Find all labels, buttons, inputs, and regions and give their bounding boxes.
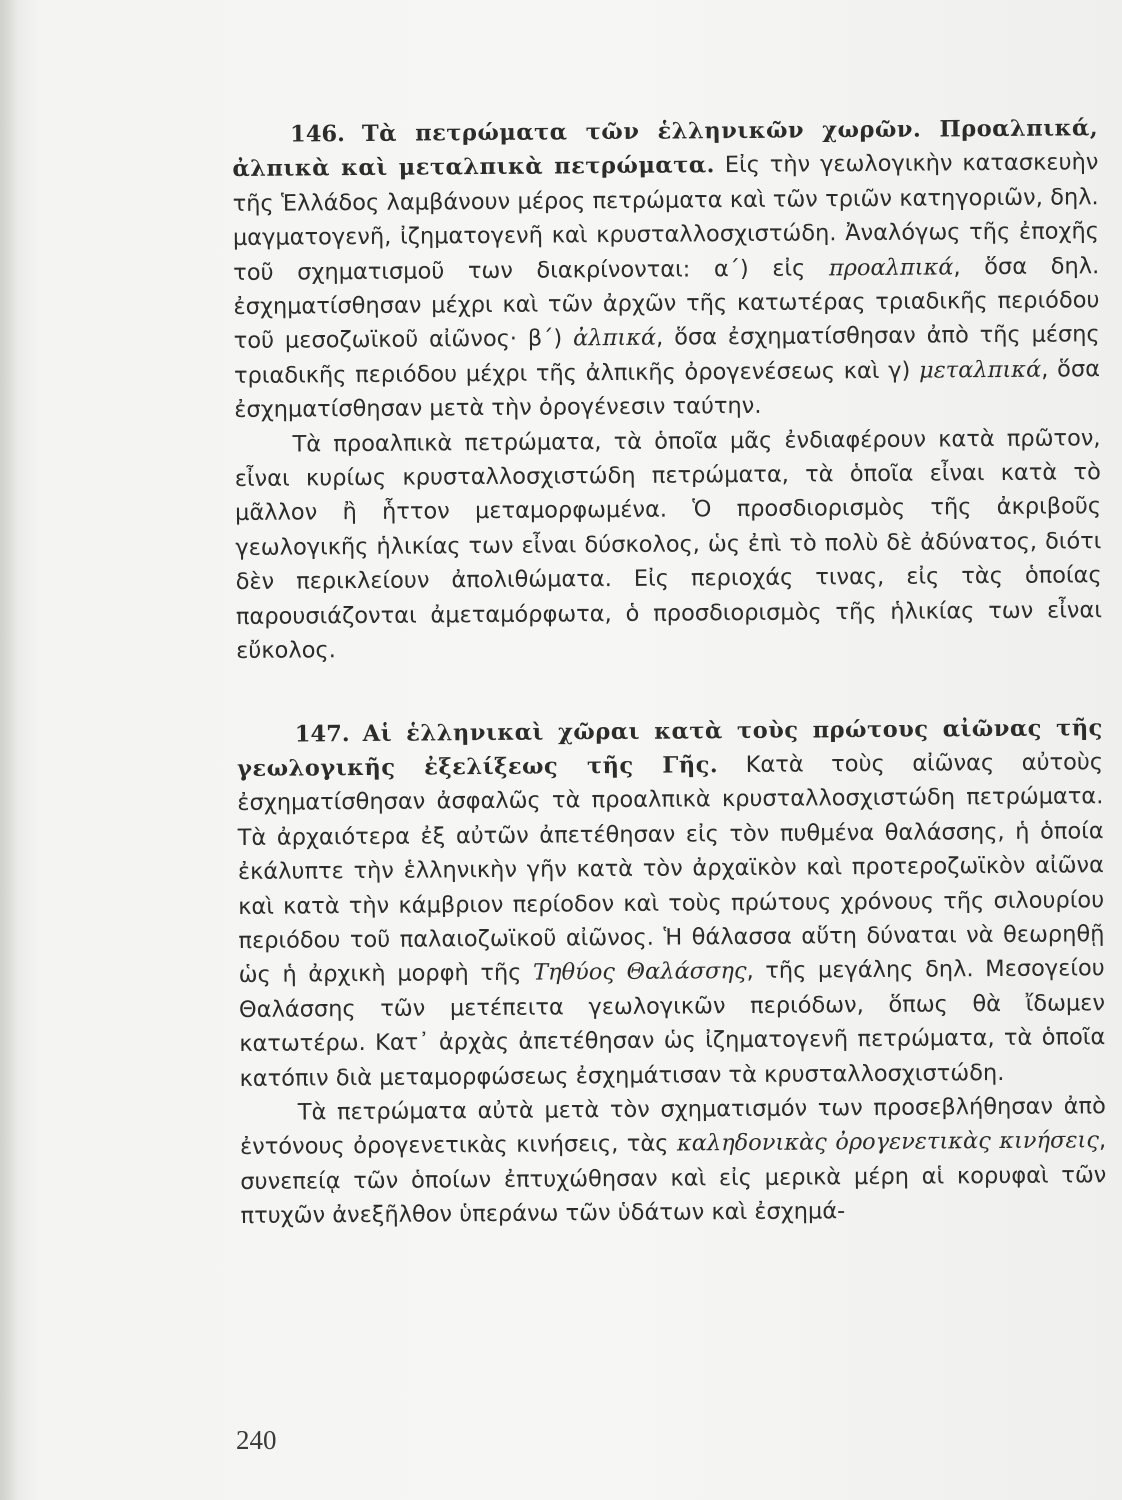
section-147-number: 147. [294, 720, 350, 748]
section-146-text-b: , ὅσα δηλ. ἐσχηματίσθησαν μέχρι καὶ τῶν ἀρχῶν τῆς κατωτέρας τριαδικῆς περιόδου τοῦ μεσοζωϊκοῦ αἰῶνος· β΄) [233, 252, 1100, 355]
page-number: 240 [236, 1425, 277, 1455]
section-146-text-d: , ὅσα ἐσχηματίσθησαν μετὰ τὴν ὀρογένεσιν ταύτην. [234, 356, 1101, 424]
section-147-p2-text-b: , συνεπείᾳ τῶν ὁποίων ἐπτυχώθησαν καὶ εἰς μερικὰ μέρη αἱ κορυφαὶ τῶν πτυχῶν ἀνεξῆλθον ὑπεράνω τῶν ὑδάτων καὶ ἐσχημά- [240, 1127, 1107, 1230]
section-146-text-a: Εἰς τὴν γεωλογικὴν κατασκευὴν τῆς Ἑλλάδος λαμβάνουν μέρος πετρώματα καὶ τῶν τριῶν κατηγοριῶν, δηλ. μαγματογενῆ, ἰζηματογενῆ καὶ κρυσταλλοσχιστώδη. Ἀναλόγως τῆς ἐποχῆς τοῦ σχηματισμοῦ των διακρίνονται: α΄) εἰς [232, 149, 1100, 286]
section-146-number: 146. [290, 121, 346, 148]
term-caledonian-movements: καληδονικὰς ὀρογενετικὰς κινήσεις [676, 1127, 1100, 1157]
section-146-title: Τὰ πετρώματα τῶν ἑλληνικῶν χωρῶν. Προαλπικά, ἀλπικὰ καὶ μεταλπικὰ πετρώματα. [232, 115, 1099, 183]
section-147-paragraph [237, 711, 1106, 1096]
term-alpika: ἀλπικά [573, 325, 657, 352]
term-metalpika: μεταλπικά [918, 356, 1042, 384]
term-proalpika: προαλπικά [828, 253, 954, 281]
body-text [232, 111, 1107, 1233]
term-tethys-sea: Τηθύος Θαλάσσης [532, 958, 747, 987]
section-146-text-c: , ὅσα ἐσχηματίσθησαν ἀπὸ τῆς μέσης τριαδικῆς περιόδου μέχρι τῆς ἀλπικῆς ὀρογενέσεως καὶ γ) [233, 321, 1100, 389]
section-147-paragraph-2 [240, 1089, 1107, 1233]
section-146-paragraph [232, 111, 1100, 427]
section-146-paragraph-2: Τὰ προαλπικὰ πετρώματα, τὰ ὁποῖα μᾶς ἐνδιαφέρουν κατὰ πρῶτον, εἶναι κυρίως κρυσταλλοσχιστώδη πετρώματα, τὰ ὁποῖα εἶναι κατὰ τὸ μᾶλλον ἢ ἧττον μεταμορφωμένα. Ὁ προσδιορισμὸς τῆς ἀκριβοῦς γεωλογικῆς ἡλικίας των εἶναι δύσκολος, ὡς ἐπὶ τὸ πολὺ δὲ ἀδύνατος, διότι δὲν περικλείουν ἀπολιθώματα. Εἰς περιοχάς τινας, εἰς τὰς ὁποίας παρουσιάζονται ἀμεταμόρφωτα, ὁ προσδιορισμὸς τῆς ἡλικίας των εἶναι εὔκολος. [234, 424, 1102, 665]
page-edge-shadow [0, 0, 18, 1500]
section-147-title: Αἱ ἑλληνικαὶ χῶραι κατὰ τοὺς πρώτους αἰῶνας τῆς γεωλογικῆς ἐξελίξεως τῆς Γῆς. [237, 714, 1103, 782]
section-147-p2-text-a: Τὰ πετρώματα αὐτὰ μετὰ τὸν σχηματισμόν των προσεβλήθησαν ἀπὸ ἐντόνους ὀρογενετικὰς κινήσεις, τὰς [239, 1093, 1106, 1161]
section-147-text-b: , τῆς μεγάλης δηλ. Μεσογείου Θαλάσσης τῶν μετέπειτα γεωλογικῶν περιόδων, ὅπως θὰ ἴδωμεν κατωτέρω. Κατ᾿ ἀρχὰς ἀπετέθησαν ὡς ἰζηματογενῆ πετρώματα, τὰ ὁποῖα κατόπιν διὰ μεταμορφώσεως ἐσχημάτισαν τὰ κρυσταλλοσχιστώδη. [238, 955, 1106, 1092]
section-147-text-a: Κατὰ τοὺς αἰῶνας αὐτοὺς ἐσχηματίσθησαν ἀσφαλῶς τὰ προαλπικὰ κρυσταλλοσχιστώδη πετρώματα. Τὰ ἀρχαιότερα ἐξ αὐτῶν ἀπετέθησαν εἰς τὸν πυθμένα θαλάσσης, ἡ ὁποία ἐκάλυπτε τὴν ἑλληνικὴν γῆν κατὰ τὸν ἀρχαϊκὸν καὶ προτεροζωϊκὸν αἰῶνα καὶ κατὰ τὴν κάμβριον περίοδον καὶ τοὺς πρώτους χρόνους τῆς σιλουρίου περιόδου τοῦ παλαιοζωϊκοῦ αἰῶνος. Ἡ θάλασσα αὕτη δύναται νὰ θεωρηθῇ ὡς ἡ ἀρχικὴ μορφὴ τῆς [237, 749, 1105, 989]
